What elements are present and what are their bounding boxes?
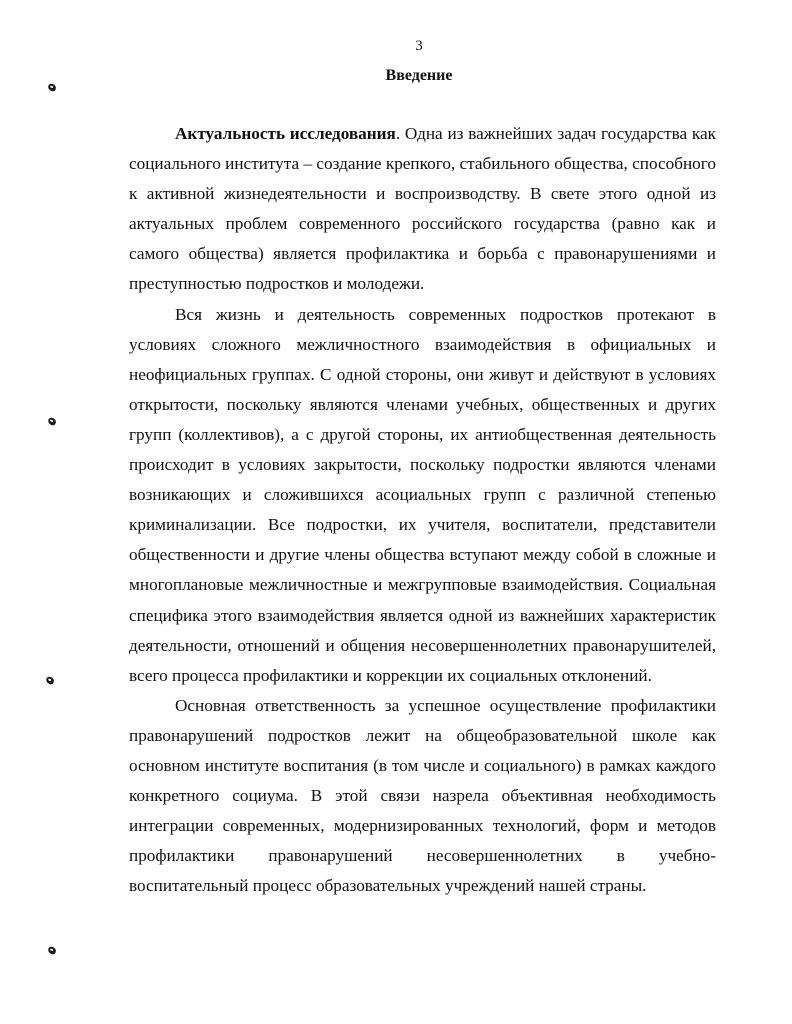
paragraph-text: . Одна из важнейших задач государства как социального института – создание крепкого, стабильного общества, способного к активной жизнедеятельности и воспроизводству. В свете этого одной из актуальных проблем современного российского государства (равно как и самого общества) является профилактика и борьба с правонарушениями и преступностью подростков и молодежи. [129, 124, 717, 294]
scan-speck [47, 417, 57, 426]
paragraph-school-responsibility: Основная ответственность за успешное осуществление профилактики правонарушений подростков лежит на общеобразовательной школе как основном институте воспитания (в том числе и социального) в рамках каждого конкретного социума. В этой связи назрела объективная необходимость интеграции современных, модернизированных технологий, форм и методов профилактики правонарушений несовершеннолетних в учебно-воспитательный процесс образовательных учреждений нашей страны. [129, 695, 716, 896]
page-number: 3 [415, 38, 423, 54]
paragraph-lead: Актуальность исследования [175, 124, 396, 143]
paragraph-adolescent-life: Вся жизнь и деятельность современных подростков протекают в условиях сложного межличностного взаимодействия в официальных и неофициальных группах. С одной стороны, они живут и действуют в условиях открытости, поскольку являются членами учебных, общественных и других групп (коллективов), а с другой стороны, их антиобщественная деятельность происходит в условиях закрытости, поскольку подростки являются членами возникающих и сложившихся асоциальных групп с различной степенью криминализации. Все подростки, их учителя, воспитатели, представители общественности и другие члены общества вступают между собой в сложные и многоплановые межличностные и межгрупповые взаимодействия. Социальная специфика этого взаимодействия является одной из важнейших характеристик деятельности, отношений и общения несовершеннолетних правонарушителей, всего процесса профилактики и коррекции их социальных отклонений. [129, 304, 716, 685]
body-text [129, 119, 716, 901]
scan-speck [47, 946, 57, 955]
scan-speck [45, 676, 55, 685]
section-heading: Введение [385, 67, 453, 84]
paragraph-relevance [129, 119, 716, 300]
